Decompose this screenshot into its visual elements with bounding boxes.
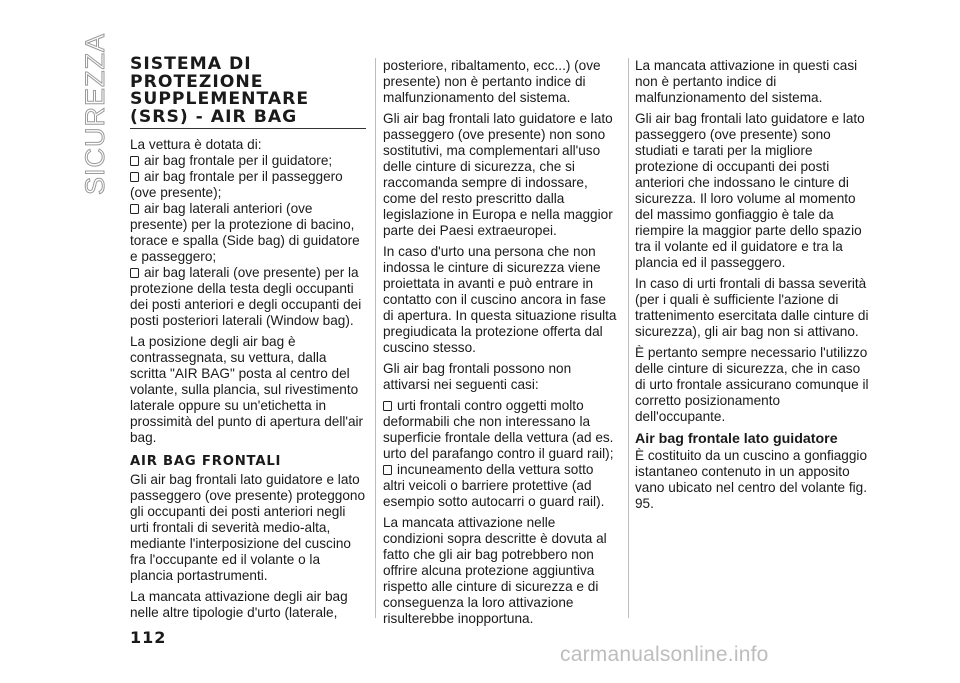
list-item — [130, 201, 366, 265]
paragraph: posteriore, ribaltamento, ecc...) (ove presente) non è pertanto indice di malfunzionamento del sistema. — [383, 58, 601, 105]
column-divider — [628, 58, 629, 618]
section-title-line-1: SISTEMA DI — [130, 54, 252, 74]
paragraph: Gli air bag frontali lato guidatore e lato passeggero (ove presente) sono studiati e tarati per la migliore protezione di occupanti dei posti anteriori che indossano le cinture di sicurezza. Il loro volume al momento del massimo gonfiaggio è tale da riempire la maggior parte dello spazio tra il volante ed il guidatore e tra la plancia ed il passeggero. — [635, 111, 865, 270]
checkbox-bullet-icon — [130, 172, 139, 182]
section-side-label — [72, 32, 112, 200]
list-item — [130, 169, 366, 201]
subheading-frontal-airbag: AIR BAG FRONTALI — [130, 454, 282, 470]
list-item-text: air bag laterali anteriori (ove presente) per la protezione di bacino, torace e spalla (Side bag) di guidatore e passeggero; — [130, 201, 360, 265]
paragraph: È pertanto sempre necessario l'utilizzo delle cinture di sicurezza, che in caso di urto frontale assicurano comunque il corretto posizionamento dell'occupante. — [635, 345, 869, 424]
title-divider — [130, 128, 366, 129]
column-divider — [375, 58, 376, 618]
list-item — [383, 398, 619, 462]
page-number: 112 — [130, 628, 167, 647]
section-title — [130, 56, 366, 126]
list-item — [130, 265, 366, 329]
paragraph: Gli air bag frontali possono non attivarsi nei seguenti casi: — [383, 361, 572, 392]
paragraph: Gli air bag frontali lato guidatore e lato passeggero (ove presente) non sono sostitutivi, ma complementari all'uso delle cinture di sicurezza, che si raccomanda sempre di indossare, come del resto prescritto dalla legislazione in Europa e nella maggior parte dei Paesi extraeuropei. — [383, 111, 613, 238]
intro-text: La vettura è dotata di: — [130, 137, 262, 153]
column-1 — [130, 56, 366, 626]
checkbox-bullet-icon — [130, 156, 139, 166]
list-item-text: air bag frontale per il guidatore; — [144, 153, 333, 169]
list-item-text: air bag frontale per il passeggero (ove presente); — [130, 169, 343, 201]
list-item — [383, 462, 619, 510]
column-2 — [383, 58, 619, 632]
checkbox-bullet-icon — [130, 204, 139, 214]
paragraph: In caso d'urto una persona che non indossa le cinture di sicurezza viene proiettata in avanti e può entrare in contatto con il cuscino ancora in fase di apertura. In questa situazione risulta pregiudicata la protezione offerta dal cuscino stesso. — [383, 244, 617, 355]
section-title-line-2: PROTEZIONE — [130, 71, 264, 92]
paragraph: La mancata attivazione nelle condizioni sopra descritte è dovuta al fatto che gli air bag potrebbero non offrire alcuna protezione aggiuntiva rispetto alle cinture di sicurezza e di conseguenza la loro attivazione risulterebbe inopportuna. — [383, 515, 607, 626]
paragraph: In caso di urti frontali di bassa severità (per i quali è sufficiente l'azione di trattenimento esercitata dalle cinture di sicurezza), gli air bag non si attivano. — [635, 276, 869, 339]
paragraph: La mancata attivazione in questi casi non è pertanto indice di malfunzionamento del sistema. — [635, 58, 858, 105]
side-label-text: SICUREZZA — [80, 32, 110, 195]
paragraph: La posizione degli air bag è contrassegnata, su vettura, dalla scritta "AIR BAG" posta al centro del volante, sulla plancia, sul rivestimento laterale oppure su un'etichetta in prossimità del punto di apertura dell'air bag. — [130, 334, 364, 446]
paragraph: È costituito da un cuscino a gonfiaggio istantaneo contenuto in un apposito vano ubicato nel centro del volante fig. 95. — [635, 448, 868, 511]
checkbox-bullet-icon — [383, 401, 392, 411]
section-title-line-3: SUPPLEMENTARE — [130, 89, 310, 110]
checkbox-bullet-icon — [383, 465, 392, 475]
checkbox-bullet-icon — [130, 268, 139, 278]
list-item-text: urti frontali contro oggetti molto deformabili che non interessano la superficie frontale della vettura (ad es. urto del parafango contro il guard rail); — [383, 398, 614, 461]
column-3 — [635, 58, 871, 517]
list-item-text: incuneamento della vettura sotto altri veicoli o barriere protettive (ad esempio sotto autocarri o guard rail). — [383, 462, 605, 509]
watermark: carmanualsonline.info — [560, 643, 769, 666]
list-item — [130, 153, 366, 169]
subheading-driver-airbag: Air bag frontale lato guidatore — [635, 431, 838, 447]
section-title-line-4: (SRS) - AIR BAG — [130, 106, 298, 127]
paragraph: La mancata attivazione degli air bag nelle altre tipologie d'urto (laterale, — [130, 589, 348, 621]
paragraph: Gli air bag frontali lato guidatore e lato passeggero (ove presente) proteggono gli occupanti dei posti anteriori negli urti frontali di severità medio-alta, mediante l'interposizione del cuscino fra l'occupante ed il volante o la plancia portastrumenti. — [130, 472, 366, 584]
list-item-text: air bag laterali (ove presente) per la protezione della testa degli occupanti dei posti anteriori e degli occupanti dei posti posteriori laterali (Window bag). — [130, 265, 362, 329]
